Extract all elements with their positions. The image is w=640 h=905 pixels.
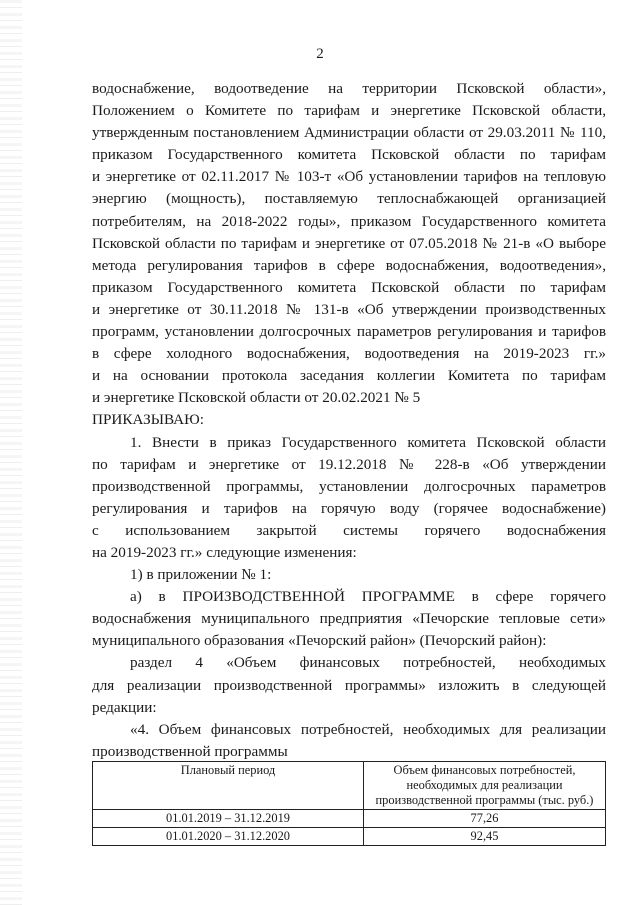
document-body <box>92 78 606 763</box>
subitem-1: 1) в приложении № 1: <box>130 566 272 584</box>
subitem-a-line: водоснабжения муниципального предприятия «Печорские тепловые сети» <box>92 610 606 628</box>
column-header-amount: Объем финансовых потребностей, необходимых для реализации производственной программы (тыс. руб.) <box>364 762 606 810</box>
item1-line: с использованием закрытой системы горячего водоснабжения <box>92 521 606 539</box>
paragraph-line: и энергетике Псковской области от 20.02.2021 № 5 <box>92 389 421 407</box>
paragraph-line: приказом Государственного комитета Псковской области по тарифам <box>92 278 606 296</box>
item1-line: на 2019-2023 гг.» следующие изменения: <box>92 543 357 561</box>
paragraph-line: программ, установлении долгосрочных параметров регулирования и тарифов <box>92 323 606 341</box>
period-cell: 01.01.2019 – 31.12.2019 <box>93 810 364 828</box>
amount-cell: 77,26 <box>364 810 606 828</box>
paragraph-line: и энергетике от 02.11.2017 № 103-т «Об установлении тарифов на тепловую <box>92 168 606 186</box>
paragraph-line: и на основании протокола заседания коллегии Комитета по тарифам <box>92 367 606 385</box>
paragraph-line: Псковской области по тарифам и энергетике от 07.05.2018 № 21-в «О выборе <box>92 234 606 252</box>
section-line: раздел 4 «Объем финансовых потребностей, необходимых <box>130 654 606 672</box>
paragraph-line: приказом Государственного комитета Псковской области по тарифам <box>92 146 606 164</box>
financial-needs-table <box>92 761 606 846</box>
paragraph-line: потребителям, на 2018-2022 годы», приказом Государственного комитета <box>92 212 606 230</box>
page-number: 2 <box>316 46 324 62</box>
amount-cell: 92,45 <box>364 828 606 846</box>
subitem-a-line: муниципального образования «Печорский район» (Печорский район): <box>92 632 547 650</box>
table-row <box>93 810 606 828</box>
scan-edge-artifact <box>0 0 22 905</box>
quote-line: производственной программы <box>92 742 288 760</box>
paragraph-line: и энергетике от 30.11.2018 № 131-в «Об утверждении производственных <box>92 300 606 318</box>
order-word: ПРИКАЗЫВАЮ: <box>92 411 204 429</box>
item1-line: регулирования и тарифов на горячую воду (горячее водоснабжение) <box>92 499 606 517</box>
paragraph-line: Положением о Комитете по тарифам и энергетике Псковской области, <box>92 102 606 120</box>
section-line: редакции: <box>92 698 157 716</box>
section-line: для реализации производственной программы» изложить в следующей <box>92 676 606 694</box>
paragraph-line: водоснабжение, водоотведение на территории Псковской области», <box>92 80 606 97</box>
column-header-period: Плановый период <box>93 762 364 810</box>
item1-line: по тарифам и энергетике от 19.12.2018 № 228-в «Об утверждении <box>92 455 606 473</box>
paragraph-line: метода регулирования тарифов в сфере водоснабжения, водоотведения», <box>92 256 606 274</box>
period-cell: 01.01.2020 – 31.12.2020 <box>93 828 364 846</box>
item1-line: 1. Внести в приказ Государственного комитета Псковской области <box>130 433 606 451</box>
quote-line: «4. Объем финансовых потребностей, необходимых для реализации <box>130 720 606 738</box>
item1-line: производственной программы, установлении долгосрочных параметров <box>92 477 606 495</box>
table-header-row <box>93 762 606 810</box>
table-row <box>93 828 606 846</box>
paragraph-line: энергию (мощность), поставляемую теплоснабжающей организацией <box>92 190 606 208</box>
subitem-a-line: а) в ПРОИЗВОДСТВЕННОЙ ПРОГРАММЕ в сфере горячего <box>130 588 606 606</box>
paragraph-line: в сфере холодного водоснабжения, водоотведения на 2019-2023 гг.» <box>92 345 606 363</box>
paragraph-line: утвержденным постановлением Администрации области от 29.03.2011 № 110, <box>92 124 606 142</box>
